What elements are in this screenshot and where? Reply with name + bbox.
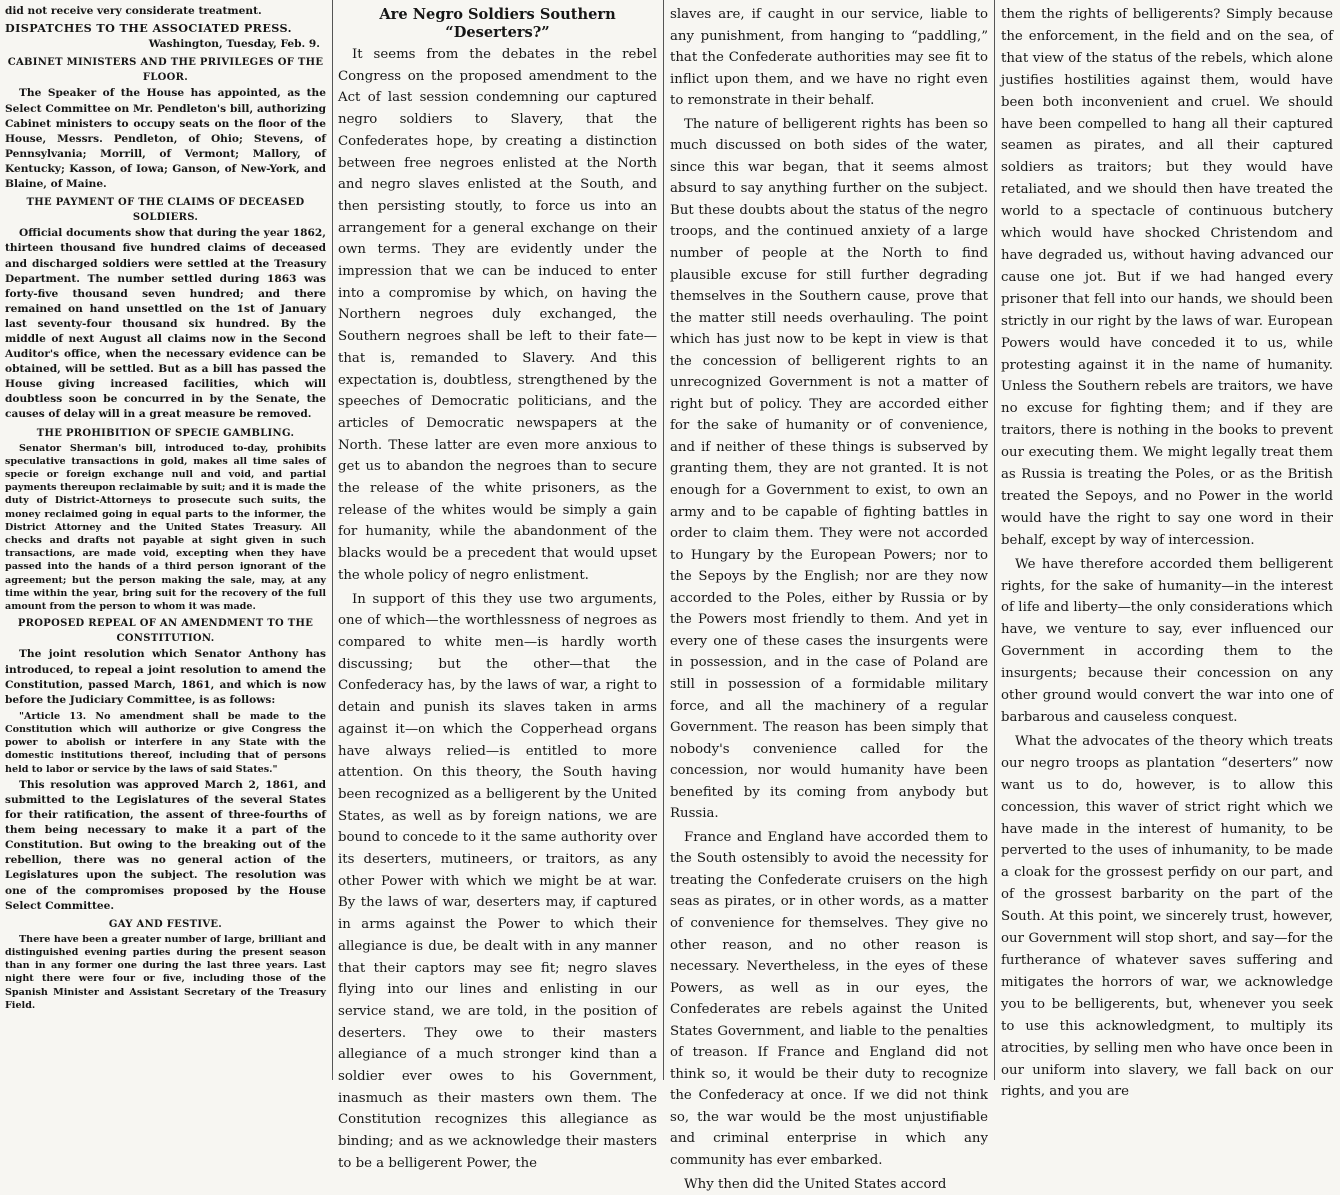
column-editorial-2 <box>665 0 993 1192</box>
dateline: Washington, Tuesday, Feb. 9. <box>148 38 320 51</box>
section-paragraph: There have been a greater number of large, brilliant and distinguished evening parties during the present season than in any former one during the last three years. Last night there were four or five, including those of the Spanish Minister and Assistant Secretary of the Treasury Field. <box>5 933 326 1011</box>
column-rule <box>994 0 995 1080</box>
section-title: THE PAYMENT OF THE CLAIMS OF DECEASED SOLDIERS. <box>26 197 305 224</box>
section-claims <box>5 195 326 422</box>
editorial-paragraph: France and England have accorded them to the South ostensibly to avoid the necessity for treating the Confederate cruisers on the high seas as pirates, or in other words, as a matter of convenience for themselves. They give no other reason, and no other reason is necessary. Nevertheless, in the eyes of these Powers, as well as in our eyes, the Confederates are rebels against the United States Government, and liable to the penalties of treason. If France and England did not think so, it would be their duty to recognize the Confederacy at once. If we did not think so, the war would be the most unjustifiable and criminal enterprise in which any community has ever embarked. <box>670 829 988 1168</box>
column-dispatches <box>0 0 331 1080</box>
section-paragraph: Official documents show that during the year 1862, thirteen thousand five hundred claims of deceased and discharged soldiers were settled at the Treasury Department. The number settled during 1863 was forty-five thousand seven hundred; and there remained on hand unsettled on the 1st of January last seventy-four thousand six hundred. By the middle of next August all claims now in the Second Auditor's office, when the necessary evidence can be obtained, will be settled. But as a bill has passed the House giving increased facilities, which will doubtless soon be concurred in by the Senate, the causes of delay will in a great measure be removed. <box>5 227 326 421</box>
section-paragraph: This resolution was approved March 2, 1861, and submitted to the Legislatures of the several States for their ratification, the assent of three-fourths of them being necessary to make it a part of the Constitution. But owing to the breaking out of the rebellion, there was no general action of the Legislatures upon the subject. The resolution was one of the compromises proposed by the House Select Committee. <box>5 778 326 912</box>
editorial-paragraph: them the rights of belligerents? Simply because the enforcement, in the field and on the sea, of that view of the status of the rebels, which alone justifies hostilities against them, would have been both inconvenient and cruel. We should have been compelled to hang all their captured seamen as pirates, and all their captured soldiers as traitors; but they would have retaliated, and we should then have treated the world to a spectacle of continuous butchery which would have shocked Christendom and have degraded us, without having advanced our cause one jot. But if we had hanged every prisoner that fell into our hands, we should been strictly in our right by the laws of war. European Powers would have conceded it to us, while protesting against it in the name of humanity. Unless the Southern rebels are traitors, we have no excuse for fighting them; and if they are traitors, there is nothing in the books to prevent our executing them. We might legally treat them as Russia is treating the Poles, or as the British treated the Sepoys, and no Power in the world would have the right to say one word in their behalf, except by way of intercession. <box>1001 7 1333 548</box>
dispatches-heading: DISPATCHES TO THE ASSOCIATED PRESS. <box>5 21 292 36</box>
section-cabinet <box>5 55 326 192</box>
section-title: CABINET MINISTERS AND THE PRIVILEGES OF THE FLOOR. <box>7 57 324 84</box>
section-quote: "Article 13. No amendment shall be made to the Constitution which will authorize or give Congress the power to abolish or interfere in any State with the domestic institutions thereof, including that of persons held to labor or service by the laws of said States." <box>5 710 326 775</box>
column-editorial-3 <box>996 0 1338 1100</box>
column-editorial-1 <box>333 0 662 1171</box>
section-paragraph: Senator Sherman's bill, introduced to-day, prohibits speculative transactions in gold, makes all time sales of specie or foreign exchange null and void, and partial payments thereupon reclaimable by suit; and it is made the duty of District-Attorneys to prosecute such suits, the money reclaimed going in equal parts to the informer, the District Attorney and the United States Treasury. All checks and drafts not payable at sight given in such transactions, are made void, excepting when they have passed into the hands of a third person ignorant of the agreement; but the person making the sale, may, at any time within the year, bring suit for the recovery of the full amount from the person to whom it was made. <box>5 442 326 613</box>
top-line: did not receive very considerate treatment. <box>5 5 262 17</box>
section-title: GAY AND FESTIVE. <box>108 918 223 930</box>
section-paragraph: The Speaker of the House has appointed, as the Select Committee on Mr. Pendleton's bill, authorizing Cabinet ministers to occupy seats on the floor of the House, Messrs. Pendleton, of Ohio; Stevens, of Pennsylvania; Morrill, of Vermont; Mallory, of Kentucky; Kasson, of Iowa; Ganson, of New-York, and Blaine, of Maine. <box>5 87 326 191</box>
editorial-paragraph: We have therefore accorded them belligerent rights, for the sake of humanity—in the interest of life and liberty—the only considerations which have, we venture to say, ever influenced our Government in according them to the insurgents; because their concession on any other ground would convert the war into one of barbarous and causeless conquest. <box>1001 556 1333 725</box>
editorial-paragraph: In support of this they use two arguments, one of which—the worthlessness of negroes as compared to white men—is hardly worth discussing; but the other—that the Confederacy has, by the laws of war, a right to detain and punish its slaves taken in arms against it—on which the Copperhead organs have always relied—is entitled to more attention. On this theory, the South having been recognized as a belligerent by the United States, as well as by foreign nations, we are bound to concede to it the same authority over its deserters, mutineers, or traitors, as any other Power with which we might be at war. By the laws of war, deserters may, if captured in arms against the Power to which their allegiance is due, be dealt with in any manner that their captors may see fit; negro slaves flying into our lines and enlisting in our service stand, we are told, in the position of deserters. They owe to their masters allegiance of a much stronger kind than a soldier ever owes to his Government, inasmuch as their masters own them. The Constitution recognizes this allegiance as binding; and as we acknowledge their masters to be a belligerent Power, the <box>338 591 657 1171</box>
section-title: THE PROHIBITION OF SPECIE GAMBLING. <box>36 427 295 439</box>
editorial-paragraph: Why then did the United States accord <box>684 1176 947 1192</box>
section-paragraph: The joint resolution which Senator Anthony has introduced, to repeal a joint resolution to amend the Constitution, passed March, 1861, and which is now before the Judiciary Committee, is as follows: <box>5 648 326 706</box>
editorial-title: Are Negro Soldiers Southern “Deserters?” <box>379 6 616 41</box>
editorial-paragraph: The nature of belligerent rights has been so much discussed on both sides of the water, since this war began, that it seems almost absurd to say anything further on the subject. But these doubts about the status of the negro troops, and the continued anxiety of a large number of people at the North to find plausible excuse for still further degrading themselves in the Southern cause, prove that the matter still needs overhauling. The point which has just now to be kept in view is that the concession of belligerent rights to an unrecognized Government is not a matter of right but of policy. They are accorded either for the sake of humanity or of convenience, and if neither of these things is subserved by granting them, they are not granted. It is not enough for a Government to exist, to own an army and to be capable of fighting battles in order to claim them. They were not accorded to Hungary by the European Powers; nor to the Sepoys by the English; nor are they now accorded to the Poles, either by Russia or by the Powers most friendly to them. And yet in every one of these cases the insurgents were in possession, and in the case of Poland are still in possession of a formidable military force, and all the machinery of a regular Government. The reason has been simply that nobody's convenience called for the concession, nor would humanity have been benefited by its coming from anybody but Russia. <box>670 116 988 822</box>
editorial-paragraph: What the advocates of the theory which treats our negro troops as plantation “deserters” now want us to do, however, is to allow this concession, this waver of strict right which we have made in the interest of humanity, to be perverted to the uses of inhumanity, to be made a cloak for the grossest perfidy on our part, and of the grossest barbarity on the part of the South. At this point, we sincerely trust, however, our Government will stop short, and say—for the furtherance of whatever saves suffering and mitigates the horrors of war, we acknowledge you to be belligerents, but, whenever you seek to use this acknowledgment, to multiply its atrocities, by selling men who have once been in our uniform into slavery, we fall back on our rights, and you are <box>1001 733 1333 1100</box>
section-gay-festive <box>5 917 326 1012</box>
editorial-paragraph: slaves are, if caught in our service, liable to any punishment, from hanging to “paddling,” that the Confederate authorities may see fit to inflict upon them, and we have no right even to remonstrate in their behalf. <box>670 7 988 109</box>
section-amendment <box>5 616 326 913</box>
editorial-paragraph: It seems from the debates in the rebel Congress on the proposed amendment to the Act of last session condemning our captured negro soldiers to Slavery, that the Confederates hope, by creating a distinction between free negroes enlisted at the North and negro slaves enlisted at the South, and then persisting stoutly, to force us into an arrangement for a general exchange on their own terms. They are evidently under the impression that we can be induced to enter into a compromise by which, on having the Northern negroes duly exchanged, the Southern negroes shall be left to their fate—that is, remanded to Slavery. And this expectation is, doubtless, strengthened by the speeches of Democratic politicians, and the articles of Democratic newspapers at the North. These latter are even more anxious to get us to abandon the negroes than to secure the release of the white prisoners, as the release of the whites would be simply a gain for humanity, while the abandonment of the blacks would be a precedent that would upset the whole policy of negro enlistment. <box>338 47 657 583</box>
section-title: PROPOSED REPEAL OF AN AMENDMENT TO THE CONSTITUTION. <box>17 618 314 645</box>
column-rule <box>663 0 664 1080</box>
section-specie <box>5 426 326 614</box>
